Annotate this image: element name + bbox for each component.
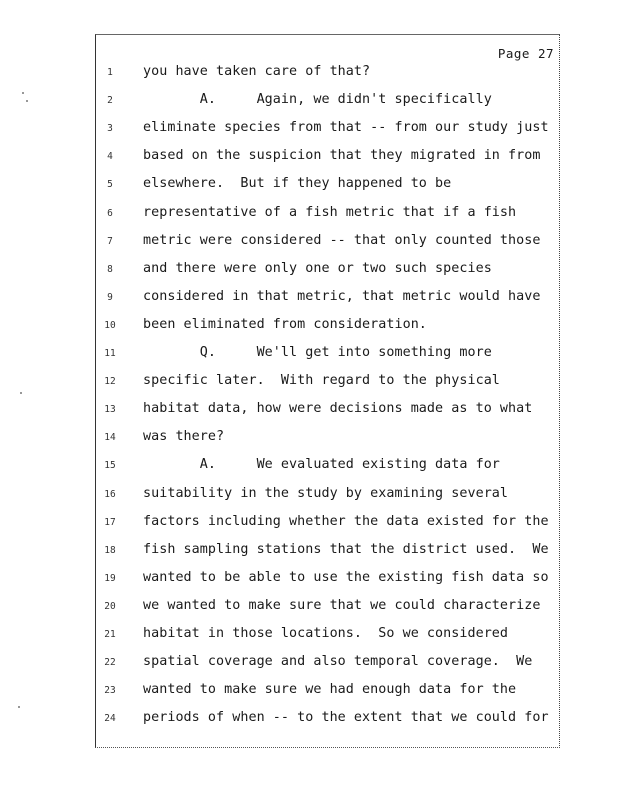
- line-text: periods of when -- to the extent that we could for: [143, 710, 549, 726]
- transcript-line: [0, 60, 618, 88]
- line-number: 24: [104, 713, 116, 725]
- line-text: specific later. With regard to the physical: [143, 373, 500, 389]
- line-text: wanted to be able to use the existing fish data so: [143, 569, 549, 585]
- line-number: 22: [104, 657, 116, 669]
- line-number: 8: [107, 263, 113, 275]
- transcript-line: [0, 622, 618, 650]
- transcript-line: [0, 257, 618, 285]
- line-text: suitability in the study by examining several: [143, 485, 509, 501]
- line-text: habitat in those locations. So we considered: [143, 626, 509, 641]
- transcript-line: [0, 453, 618, 481]
- line-text: A. Again, we didn't specifically: [143, 92, 492, 108]
- transcript-line: [0, 229, 618, 257]
- transcript-line: [0, 566, 618, 594]
- line-number: 13: [104, 404, 116, 416]
- line-number: 15: [104, 460, 116, 472]
- line-number: 2: [107, 95, 113, 107]
- line-number: 3: [107, 123, 113, 135]
- line-text: based on the suspicion that they migrated in from: [143, 148, 541, 164]
- line-number: 4: [107, 151, 113, 163]
- page-number: Page 27: [497, 46, 554, 61]
- line-number: 20: [104, 600, 116, 612]
- line-text: representative of a fish metric that if a fish: [143, 204, 517, 220]
- line-number: 19: [104, 572, 116, 584]
- line-number: 7: [107, 235, 113, 247]
- line-text: metric were considered -- that only counted those: [143, 232, 541, 248]
- transcript-line: [0, 341, 618, 369]
- line-text: habitat data, how were decisions made as to what: [143, 401, 533, 417]
- line-text: considered in that metric, that metric would have: [143, 288, 541, 304]
- line-text: Q. We'll get into something more: [143, 345, 492, 360]
- transcript-line: [0, 285, 618, 313]
- transcript-line: [0, 678, 618, 706]
- transcript-line: [0, 369, 618, 397]
- transcript-line: [0, 116, 618, 144]
- transcript-line: [0, 201, 618, 229]
- line-text: wanted to make sure we had enough data for the: [143, 682, 517, 698]
- scan-speck: [26, 100, 28, 102]
- line-text: factors including whether the data existed for the: [143, 513, 549, 529]
- scan-speck: [20, 392, 22, 394]
- transcript-line: [0, 650, 618, 678]
- line-number: 1: [107, 67, 113, 78]
- transcript-line: [0, 594, 618, 622]
- line-text: fish sampling stations that the district used. We: [143, 541, 549, 557]
- transcript-line: [0, 425, 618, 453]
- line-number: 17: [104, 516, 116, 528]
- transcript-line: [0, 172, 618, 200]
- line-text: A. We evaluated existing data for: [143, 457, 500, 473]
- line-text: was there?: [143, 429, 225, 445]
- transcript-line: [0, 706, 618, 734]
- line-text: eliminate species from that -- from our study just: [143, 120, 549, 136]
- transcript-line: [0, 482, 618, 510]
- line-number: 16: [104, 488, 116, 500]
- transcript-line: [0, 144, 618, 172]
- line-number: 21: [104, 629, 116, 640]
- line-number: 6: [107, 207, 113, 219]
- line-text: spatial coverage and also temporal coverage. We: [143, 654, 533, 670]
- line-text: and there were only one or two such species: [143, 260, 492, 276]
- line-number: 12: [104, 376, 116, 388]
- transcript-line: [0, 397, 618, 425]
- transcript-line: [0, 313, 618, 341]
- scan-speck: [18, 706, 20, 708]
- scan-speck: [22, 92, 24, 94]
- line-text: you have taken care of that?: [143, 64, 371, 79]
- line-number: 5: [107, 179, 113, 191]
- line-text: elsewhere. But if they happened to be: [143, 176, 452, 192]
- transcript-line: [0, 538, 618, 566]
- line-number: 23: [104, 685, 116, 697]
- line-number: 11: [104, 348, 116, 359]
- transcript-line: [0, 88, 618, 116]
- line-number: 9: [107, 291, 113, 303]
- line-number: 18: [104, 544, 116, 556]
- transcript-line: [0, 510, 618, 538]
- line-number: 10: [104, 319, 116, 331]
- line-number: 14: [104, 432, 116, 444]
- line-text: been eliminated from consideration.: [143, 316, 427, 332]
- line-text: we wanted to make sure that we could characterize: [143, 597, 541, 613]
